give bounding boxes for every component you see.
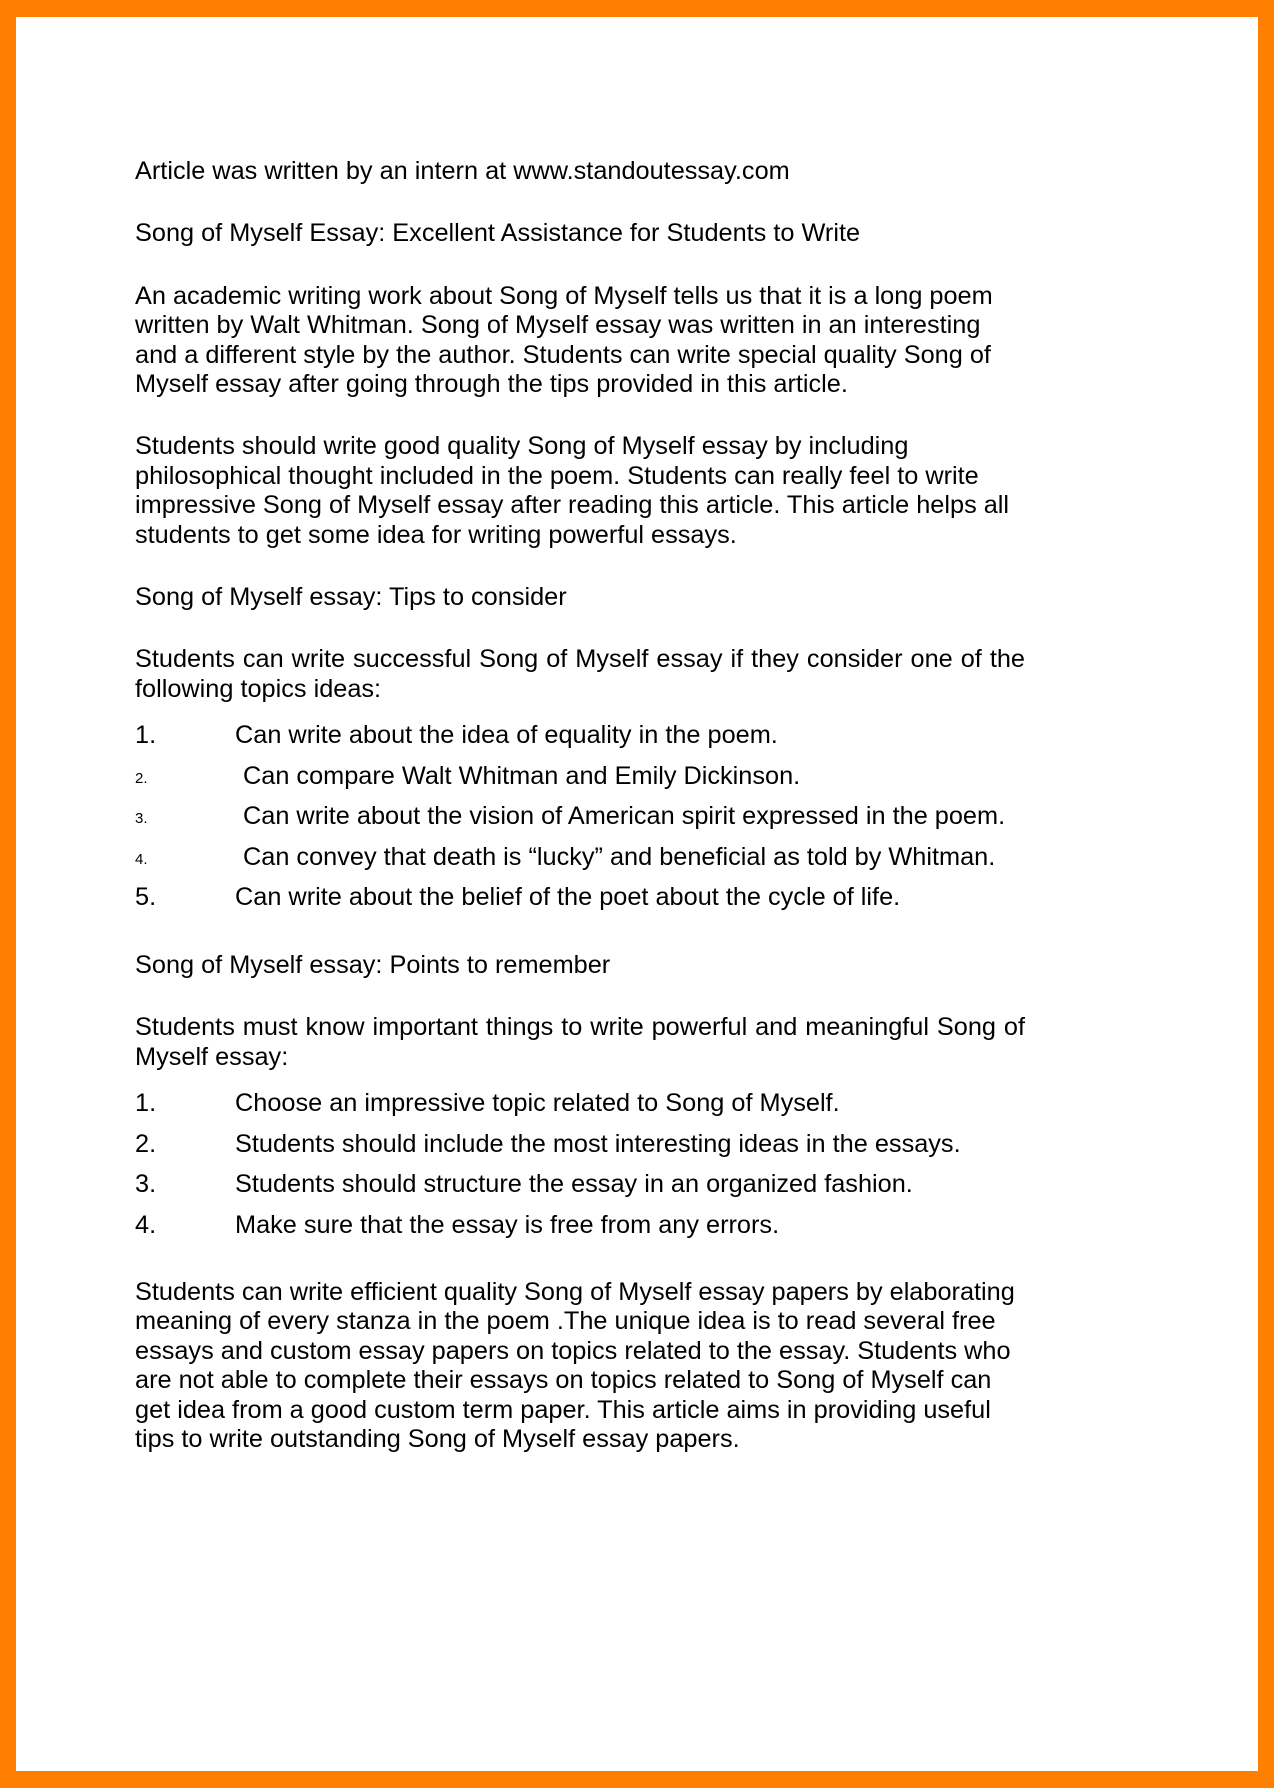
document-body <box>135 157 1025 1487</box>
list-item-number: 2. <box>135 1129 157 1158</box>
tips-list <box>135 715 1025 918</box>
list-item <box>135 877 1025 918</box>
list-item <box>135 837 1025 878</box>
points-heading: Song of Myself essay: Points to remember <box>135 950 611 979</box>
tips-heading: Song of Myself essay: Tips to consider <box>135 583 567 612</box>
list-item <box>135 1164 1025 1205</box>
list-item-text: Can convey that death is “lucky” and beneficial as told by Whitman. <box>243 842 996 871</box>
list-item-text: Can write about the belief of the poet about the cycle of life. <box>235 883 901 912</box>
list-item-number: 1. <box>135 721 157 750</box>
list-item-text: Make sure that the essay is free from any errors. <box>235 1210 780 1239</box>
tips-intro-paragraph: Students can write successful Song of Myself essay if they consider one of the following topics ideas: <box>135 645 1025 703</box>
list-item-number: 3. <box>135 1170 157 1198</box>
document-page <box>16 17 1258 1771</box>
closing-paragraph: Students can write efficient quality Song of Myself essay papers by elaborating meaning of every stanza in the poem .The unique idea is to read several free essays and custom essay papers on topics related to the essay. Students who are not able to complete their essays on topics related to Song of Myself can get idea from a good custom term paper. This article aims in providing useful tips to write outstanding Song of Myself essay papers. <box>135 1278 1015 1454</box>
list-item-text: Students should include the most interesting ideas in the essays. <box>235 1129 961 1158</box>
list-item-number: 4. <box>135 1210 157 1239</box>
list-item-number: 4. <box>135 850 148 868</box>
list-item-text: Can write about the idea of equality in the poem. <box>235 721 778 750</box>
list-item <box>135 796 1025 837</box>
list-item-number: 2. <box>135 769 148 787</box>
attribution-line: Article was written by an intern at www.standoutessay.com <box>135 157 790 185</box>
article-title: Song of Myself Essay: Excellent Assistance for Students to Write <box>135 219 861 248</box>
points-list <box>135 1083 1025 1245</box>
list-item-text: Can write about the vision of American spirit expressed in the poem. <box>243 802 1006 831</box>
points-intro-paragraph: Students must know important things to write powerful and meaningful Song of Myself essay: <box>135 1013 1025 1071</box>
intro-paragraph-2: Students should write good quality Song of Myself essay by including philosophical thought included in the poem. Students can really feel to write impressive Song of Myself essay after reading this article. This article helps all students to get some idea for writing powerful essays. <box>135 432 1010 549</box>
list-item <box>135 1124 1025 1165</box>
list-item-number: 1. <box>135 1089 157 1117</box>
list-item <box>135 1205 1025 1246</box>
list-item <box>135 1083 1025 1124</box>
list-item-number: 5. <box>135 883 157 912</box>
list-item-number: 3. <box>135 810 148 828</box>
intro-paragraph-1: An academic writing work about Song of Myself tells us that it is a long poem written by Walt Whitman. Song of Myself essay was written in an interesting and a different style by the author. Students can write special quality Song of Myself essay after going through the tips provided in this article. <box>135 281 993 399</box>
list-item <box>135 715 1025 756</box>
list-item <box>135 756 1025 797</box>
list-item-text: Choose an impressive topic related to Song of Myself. <box>235 1089 840 1117</box>
list-item-text: Can compare Walt Whitman and Emily Dickinson. <box>243 761 801 790</box>
list-item-text: Students should structure the essay in an organized fashion. <box>235 1170 913 1198</box>
